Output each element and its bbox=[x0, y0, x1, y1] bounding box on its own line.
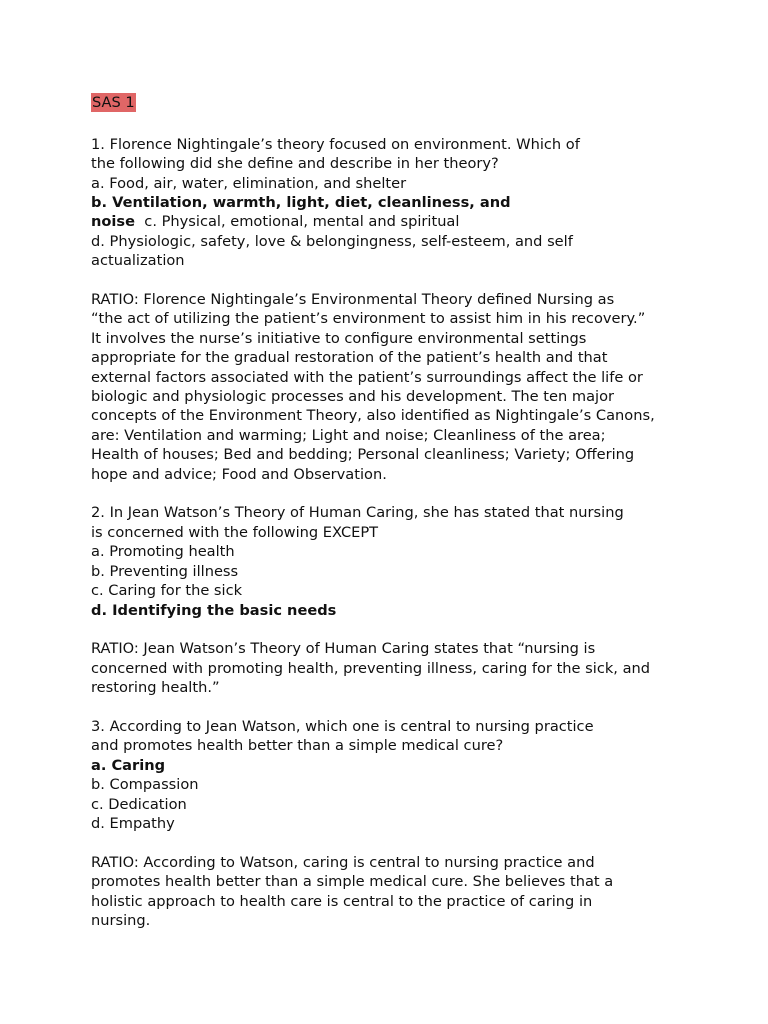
ratio-1-line: biologic and physiologic processes and his development. The ten major bbox=[91, 388, 615, 406]
question-3-option-a: a. Caring bbox=[91, 756, 166, 774]
ratio-2-line: restoring health.” bbox=[91, 679, 220, 697]
ratio-1-line: appropriate for the gradual restoration of the patient’s health and that bbox=[91, 349, 608, 367]
spacer bbox=[91, 271, 711, 290]
spacer bbox=[91, 484, 711, 503]
ratio-1-line: are: Ventilation and warming; Light and noise; Cleanliness of the area; bbox=[91, 426, 606, 444]
question-3-option-b: b. Compassion bbox=[91, 776, 199, 794]
question-1-line-2: the following did she define and describe in her theory? bbox=[91, 155, 499, 173]
sas-tag-line bbox=[91, 93, 711, 112]
question-2-line-2: is concerned with the following EXCEPT bbox=[91, 523, 379, 541]
question-1-option-d-line-1: d. Physiologic, safety, love & belongingness, self-esteem, and self bbox=[91, 232, 573, 250]
ratio-1 bbox=[91, 290, 711, 484]
ratio-3-line: holistic approach to health care is central to the practice of caring in bbox=[91, 892, 593, 910]
ratio-2 bbox=[91, 639, 711, 697]
ratio-3-line: promotes health better than a simple medical cure. She believes that a bbox=[91, 873, 614, 891]
question-2-option-c: c. Caring for the sick bbox=[91, 582, 243, 600]
ratio-3 bbox=[91, 853, 711, 931]
question-1-option-b-c-line bbox=[91, 212, 711, 231]
question-2 bbox=[91, 503, 711, 619]
question-3-option-d: d. Empathy bbox=[91, 814, 175, 832]
question-3-option-c: c. Dedication bbox=[91, 795, 187, 813]
question-3-line-2: and promotes health better than a simple medical cure? bbox=[91, 737, 504, 755]
ratio-3-line: RATIO: According to Watson, caring is central to nursing practice and bbox=[91, 853, 595, 871]
spacer bbox=[91, 620, 711, 639]
ratio-2-line: RATIO: Jean Watson’s Theory of Human Caring states that “nursing is bbox=[91, 640, 596, 658]
question-3 bbox=[91, 717, 711, 833]
ratio-1-line: Health of houses; Bed and bedding; Personal cleanliness; Variety; Offering bbox=[91, 446, 635, 464]
ratio-2-line: concerned with promoting health, preventing illness, caring for the sick, and bbox=[91, 659, 651, 677]
question-1-option-b-cont: noise bbox=[91, 213, 136, 231]
ratio-1-line: RATIO: Florence Nightingale’s Environmental Theory defined Nursing as bbox=[91, 291, 615, 309]
question-1-option-c: c. Physical, emotional, mental and spiritual bbox=[135, 213, 460, 231]
question-1-option-b: b. Ventilation, warmth, light, diet, cleanliness, and bbox=[91, 194, 511, 212]
ratio-1-line: It involves the nurse’s initiative to configure environmental settings bbox=[91, 329, 587, 347]
ratio-1-line: external factors associated with the patient’s surroundings affect the life or bbox=[91, 368, 643, 386]
ratio-1-line: hope and advice; Food and Observation. bbox=[91, 465, 387, 483]
question-1-option-a: a. Food, air, water, elimination, and shelter bbox=[91, 174, 407, 192]
document-body bbox=[91, 93, 711, 930]
spacer bbox=[91, 833, 711, 852]
question-2-option-d: d. Identifying the basic needs bbox=[91, 601, 337, 619]
sas-tag: SAS 1 bbox=[92, 94, 135, 111]
ratio-1-line: “the act of utilizing the patient’s environment to assist him in his recovery.” bbox=[91, 310, 646, 328]
question-1 bbox=[91, 135, 711, 271]
question-2-option-a: a. Promoting health bbox=[91, 543, 235, 561]
question-1-option-d-line-2: actualization bbox=[91, 252, 185, 270]
ratio-3-line: nursing. bbox=[91, 911, 151, 929]
question-2-line-1: 2. In Jean Watson’s Theory of Human Caring, she has stated that nursing bbox=[91, 504, 624, 522]
question-2-option-b: b. Preventing illness bbox=[91, 562, 239, 580]
question-3-line-1: 3. According to Jean Watson, which one is central to nursing practice bbox=[91, 717, 594, 735]
spacer bbox=[91, 112, 711, 131]
question-1-line-1: 1. Florence Nightingale’s theory focused on environment. Which of bbox=[91, 135, 580, 153]
ratio-1-line: concepts of the Environment Theory, also identified as Nightingale’s Canons, bbox=[91, 407, 655, 425]
spacer bbox=[91, 698, 711, 717]
